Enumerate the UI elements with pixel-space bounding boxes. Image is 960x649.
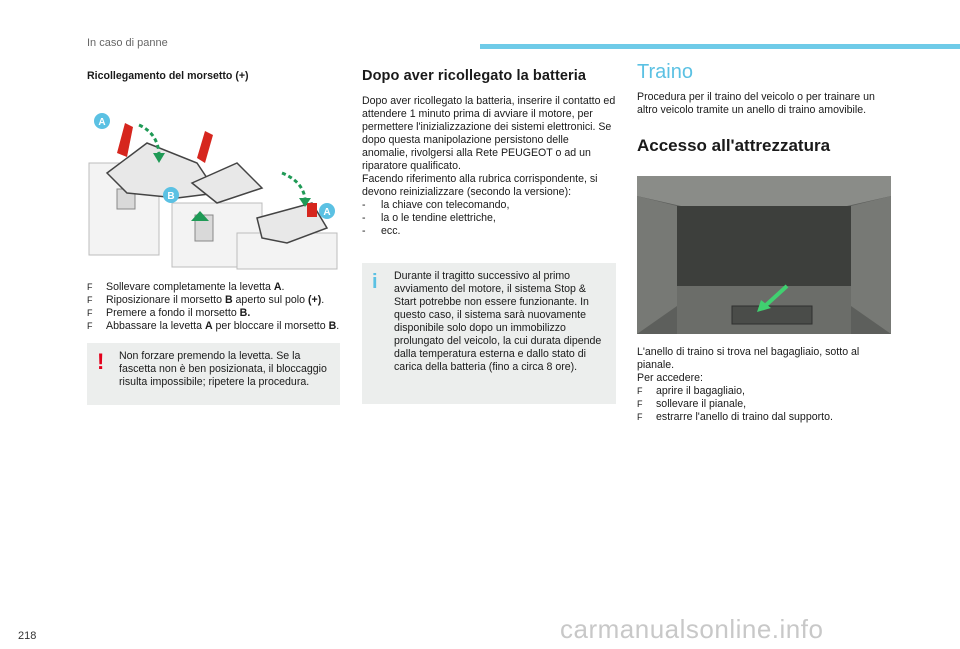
column-after-reconnect [362, 66, 616, 404]
list-item: F Sollevare completamente la levetta A. [87, 281, 285, 293]
column-towing [637, 61, 891, 424]
column-battery-clamp [87, 66, 340, 405]
warning-note [87, 343, 340, 405]
watermark: carmanualsonline.info [560, 614, 824, 644]
page-number: 218 [18, 630, 37, 642]
figure-label-a-right: A [323, 207, 331, 218]
list-item: F sollevare il pianale, [637, 398, 747, 410]
figure-label-a: A [98, 117, 106, 128]
section-subtitle: Accesso all'attrezzatura [637, 136, 831, 155]
paragraph: Dopo aver ricollegato la batteria, inserire il contatto ed attendere 1 minuto prima di avviare il motore, per permettere l'inizializzazione dei sistemi elettronici. Se dopo questa manipolazione persistono delle anomalie, rivolgersi alla Rete PEUGEOT o ad un riparatore qualificato. [362, 95, 616, 172]
paragraph: Facendo riferimento alla rubrica corrispondente, si devono reinizializzare (secondo la versione): [362, 173, 598, 198]
info-text: Durante il tragitto successivo al primo avviamento del motore, il sistema Stop & Start potrebbe non essere funzionante. In questo caso, il sistema sarà nuovamente disponibile solo dopo un immobilizzo prolungato del veicolo, la cui durata dipende dalla temperatura esterna e dallo stato di carica della batteria (fino a circa 8 ore). [394, 270, 602, 373]
clamp-illustration [87, 103, 340, 271]
figure-label-b: B [167, 191, 175, 202]
bullet-marker: F [637, 412, 643, 422]
list-item: F Premere a fondo il morsetto B. [87, 307, 251, 319]
trunk-photo [637, 176, 891, 334]
section-title: Traino [637, 61, 693, 83]
section-heading: Dopo aver ricollegato la batteria [362, 68, 587, 84]
list-item: - la chiave con telecomando, [362, 199, 510, 211]
reinit-list [362, 199, 616, 238]
bullet-marker: F [637, 386, 643, 396]
access-steps [637, 385, 891, 424]
list-item: F Abbassare la levetta A per bloccare il morsetto B. [87, 320, 340, 332]
header-accent-bar [480, 44, 960, 49]
paragraph: L'anello di traino si trova nel bagagliaio, sotto al pianale. [637, 346, 860, 371]
list-item: F estrarre l'anello di traino dal supporto. [637, 411, 833, 423]
list-item: - ecc. [362, 225, 401, 237]
list-item: F aprire il bagagliaio, [637, 385, 745, 397]
bullet-marker: F [87, 282, 93, 292]
list-item: F Riposizionare il morsetto B aperto sul polo (+). [87, 294, 325, 306]
bullet-marker: F [87, 308, 93, 318]
bullet-marker: F [637, 399, 643, 409]
warning-text: Non forzare premendo la levetta. Se la fascetta non è ben posizionata, il bloccaggio risulta impossibile; ripetere la procedura. [119, 350, 327, 388]
info-icon: i [372, 271, 378, 293]
clamp-steps [87, 281, 340, 333]
list-item: - la o le tendine elettriche, [362, 212, 496, 224]
section-subheading: Ricollegamento del morsetto (+) [87, 70, 249, 82]
bullet-marker: F [87, 295, 93, 305]
info-note [362, 263, 616, 404]
running-header: In caso di panne [87, 37, 168, 49]
bullet-marker: F [87, 321, 93, 331]
paragraph: Per accedere: [637, 372, 703, 384]
paragraph: Procedura per il traino del veicolo o per trainare un altro veicolo tramite un anello di traino amovibile. [637, 91, 875, 116]
warning-icon: ! [97, 349, 105, 374]
